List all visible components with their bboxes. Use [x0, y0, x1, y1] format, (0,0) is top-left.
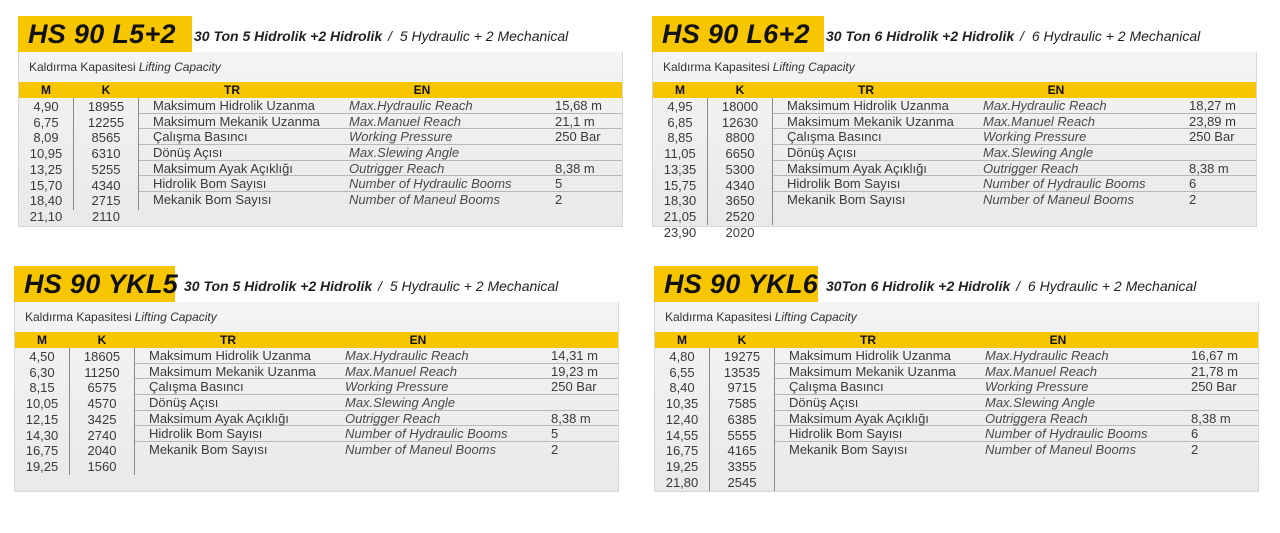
distance-value: 4,80: [669, 349, 695, 364]
distance-value: 14,55: [665, 427, 699, 443]
distance-value: 16,75: [665, 443, 699, 459]
spec-label-tr: Maksimum Ayak Açıklığı: [153, 160, 293, 176]
spec-value: 5: [555, 176, 563, 192]
spec-label-en: Max.Hydraulic Reach: [345, 348, 469, 363]
distance-value: 4,90: [33, 99, 59, 114]
distance-column: [15, 348, 70, 475]
spec-label-en: Outrigger Reach: [349, 160, 445, 176]
spec-label-en: Max.Slewing Angle: [349, 145, 460, 161]
header-k: K: [737, 333, 747, 347]
capacity-value: 2715: [91, 193, 121, 209]
spec-label-en: Number of Maneul Booms: [345, 442, 497, 458]
lifting-capacity-caption: [19, 52, 622, 82]
header-en: EN: [409, 333, 427, 347]
distance-value: 12,40: [665, 411, 699, 427]
spec-panel: [18, 52, 623, 227]
spec-row: [139, 176, 622, 192]
distance-value: 12,15: [25, 411, 59, 427]
spec-label-en: Max.Slewing Angle: [985, 395, 1096, 411]
spec-row: [135, 379, 618, 395]
spec-value: 18,27 m: [1189, 98, 1236, 113]
capacity-column: [710, 348, 775, 491]
spec-row: [775, 426, 1258, 442]
table-body: [19, 98, 622, 224]
spec-value: 8,38 m: [555, 160, 595, 176]
spec-row: [775, 364, 1258, 380]
distance-value: 13,35: [663, 161, 697, 177]
spec-list: [773, 98, 1256, 225]
spec-label-en: Max.Manuel Reach: [985, 363, 1097, 379]
caption-tr: Kaldırma Kapasitesi: [663, 60, 770, 74]
spec-panel: [654, 302, 1259, 492]
distance-value: 11,05: [664, 146, 696, 162]
spec-label-en: Number of Hydraulic Booms: [345, 426, 508, 442]
distance-value: 15,70: [29, 177, 63, 193]
spec-label-tr: Maksimum Hidrolik Uzanma: [787, 98, 949, 113]
distance-value: 6,55: [669, 364, 695, 380]
header-tr: TR: [858, 83, 874, 97]
capacity-value: 8565: [91, 130, 121, 146]
table-body: [15, 348, 618, 475]
capacity-value: 18955: [87, 99, 125, 114]
caption-en: Lifting Capacity: [134, 310, 217, 324]
distance-value: 19,25: [25, 458, 59, 474]
subtitle-tr: 30 Ton 6 Hidrolik +2 Hidrolik: [826, 28, 1015, 44]
spec-row: [775, 348, 1258, 364]
spec-row: [773, 98, 1256, 114]
header-m: M: [37, 333, 47, 347]
crane-spec-block: [18, 16, 623, 227]
spec-label-tr: Maksimum Hidrolik Uzanma: [789, 348, 951, 363]
spec-label-en: Max.Hydraulic Reach: [985, 348, 1109, 363]
spec-row: [773, 129, 1256, 145]
spec-row: [773, 114, 1256, 130]
spec-value: 16,67 m: [1191, 348, 1238, 363]
subtitle-en: 6 Hydraulic + 2 Mechanical: [1027, 278, 1197, 294]
capacity-value: 11250: [84, 364, 120, 380]
spec-label-tr: Mekanik Bom Sayısı: [149, 442, 268, 458]
model-subtitle: [826, 28, 1200, 44]
capacity-column: [74, 98, 139, 224]
header-k: K: [101, 83, 111, 97]
capacity-value: 8800: [725, 130, 755, 146]
lifting-capacity-caption: [653, 52, 1256, 82]
capacity-column: [708, 98, 773, 240]
distance-value: 6,30: [29, 364, 55, 380]
spec-value: 250 Bar: [551, 379, 597, 395]
title-row: [14, 266, 619, 302]
spec-value: 2: [555, 192, 563, 208]
capacity-value: 2110: [92, 208, 120, 224]
capacity-value: 2020: [725, 224, 755, 240]
capacity-value: 5555: [727, 427, 757, 443]
header-en: EN: [413, 83, 431, 97]
spec-label-tr: Çalışma Basıncı: [149, 379, 244, 395]
spec-label-en: Number of Hydraulic Booms: [983, 176, 1146, 192]
spec-label-en: Number of Maneul Booms: [983, 192, 1135, 208]
spec-row: [135, 395, 618, 411]
distance-column: [653, 98, 708, 240]
spec-value: 23,89 m: [1189, 113, 1236, 129]
capacity-value: 3355: [727, 458, 757, 474]
capacity-value: 6385: [727, 411, 757, 427]
distance-value: 8,09: [33, 130, 59, 146]
caption-tr: Kaldırma Kapasitesi: [665, 310, 772, 324]
spec-value: 6: [1191, 426, 1199, 442]
distance-value: 8,15: [29, 380, 55, 396]
capacity-value: 19275: [723, 349, 761, 364]
distance-value: 19,25: [665, 458, 699, 474]
spec-value: 8,38 m: [1191, 410, 1231, 426]
capacity-value: 18605: [83, 349, 121, 364]
spec-label-en: Outriggera Reach: [985, 410, 1088, 426]
spec-row: [139, 114, 622, 130]
spec-label-tr: Hidrolik Bom Sayısı: [149, 426, 263, 442]
spec-value: 2: [1189, 192, 1197, 208]
table-body: [655, 348, 1258, 491]
spec-label-en: Number of Maneul Booms: [349, 192, 501, 208]
spec-label-en: Max.Hydraulic Reach: [349, 98, 473, 113]
spec-label-en: Max.Hydraulic Reach: [983, 98, 1107, 113]
subtitle-en: 5 Hydraulic + 2 Mechanical: [399, 28, 569, 44]
header-tr: TR: [224, 83, 240, 97]
spec-label-tr: Hidrolik Bom Sayısı: [787, 176, 901, 192]
distance-value: 10,05: [25, 396, 59, 412]
spec-label-tr: Maksimum Mekanik Uzanma: [149, 363, 316, 379]
capacity-value: 4340: [725, 177, 755, 193]
title-row: [652, 16, 1257, 52]
capacity-value: 9715: [727, 380, 757, 396]
spec-label-en: Max.Manuel Reach: [349, 113, 461, 129]
spec-label-tr: Maksimum Mekanik Uzanma: [789, 363, 956, 379]
spec-row: [135, 364, 618, 380]
capacity-value: 7585: [727, 396, 757, 412]
distance-column: [655, 348, 710, 491]
distance-value: 16,75: [25, 443, 59, 459]
spec-label-tr: Dönüş Açısı: [153, 145, 223, 161]
spec-row: [775, 411, 1258, 427]
spec-label-tr: Dönüş Açısı: [789, 395, 859, 411]
spec-row: [139, 98, 622, 114]
spec-label-en: Number of Maneul Booms: [985, 442, 1137, 458]
spec-label-en: Working Pressure: [345, 379, 449, 395]
header-en: EN: [1047, 83, 1065, 97]
subtitle-separator: /: [1016, 278, 1021, 294]
header-k: K: [97, 333, 107, 347]
table-header: [653, 82, 1256, 98]
spec-label-tr: Maksimum Hidrolik Uzanma: [149, 348, 311, 363]
model-subtitle: [194, 28, 568, 44]
header-tr: TR: [860, 333, 876, 347]
spec-row: [775, 379, 1258, 395]
lifting-capacity-caption: [655, 302, 1258, 332]
distance-value: 21,05: [663, 208, 697, 224]
caption-en: Lifting Capacity: [138, 60, 221, 74]
model-subtitle: [826, 278, 1196, 294]
spec-label-en: Working Pressure: [985, 379, 1089, 395]
spec-label-tr: Hidrolik Bom Sayısı: [153, 176, 267, 192]
distance-value: 23,90: [663, 224, 697, 240]
header-en: EN: [1049, 333, 1067, 347]
spec-label-tr: Maksimum Ayak Açıklığı: [787, 160, 927, 176]
subtitle-tr: 30 Ton 5 Hidrolik +2 Hidrolik: [184, 278, 373, 294]
distance-column: [19, 98, 74, 224]
distance-value: 6,85: [667, 114, 693, 130]
subtitle-en: 6 Hydraulic + 2 Mechanical: [1031, 28, 1201, 44]
subtitle-separator: /: [1020, 28, 1024, 44]
capacity-value: 5255: [91, 161, 121, 177]
spec-row: [139, 145, 622, 161]
subtitle-separator: /: [388, 28, 392, 44]
spec-row: [135, 411, 618, 427]
spec-row: [775, 442, 1258, 458]
distance-value: 18,40: [29, 193, 63, 209]
spec-value: 19,23 m: [551, 363, 598, 379]
spec-row: [773, 176, 1256, 192]
model-subtitle: [184, 278, 558, 294]
distance-value: 8,85: [667, 130, 693, 146]
header-k: K: [735, 83, 745, 97]
distance-value: 6,75: [33, 114, 59, 130]
spec-row: [139, 192, 622, 208]
spec-row: [135, 442, 618, 458]
capacity-value: 3650: [725, 193, 755, 209]
subtitle-en: 5 Hydraulic + 2 Mechanical: [389, 278, 559, 294]
spec-list: [139, 98, 622, 210]
distance-value: 18,30: [663, 193, 697, 209]
distance-value: 10,95: [29, 146, 63, 162]
capacity-value: 12630: [721, 114, 759, 130]
spec-label-tr: Maksimum Ayak Açıklığı: [789, 410, 929, 426]
spec-label-en: Max.Manuel Reach: [345, 363, 457, 379]
spec-list: [135, 348, 618, 475]
table-body: [653, 98, 1256, 240]
spec-label-en: Working Pressure: [983, 129, 1087, 145]
table-header: [15, 332, 618, 348]
spec-value: 6: [1189, 176, 1197, 192]
spec-label-en: Outrigger Reach: [983, 160, 1079, 176]
capacity-value: 6650: [725, 146, 755, 162]
spec-row: [775, 395, 1258, 411]
spec-label-tr: Mekanik Bom Sayısı: [153, 192, 272, 208]
spec-label-tr: Hidrolik Bom Sayısı: [789, 426, 903, 442]
spec-value: [1189, 145, 1256, 160]
spec-value: 15,68 m: [555, 98, 602, 113]
model-name: HS 90 YKL5: [14, 266, 175, 302]
model-name: HS 90 L6+2: [652, 16, 824, 52]
spec-label-tr: Çalışma Basıncı: [787, 129, 882, 145]
capacity-value: 12255: [87, 114, 125, 130]
spec-label-en: Max.Manuel Reach: [983, 113, 1095, 129]
lifting-capacity-caption: [15, 302, 618, 332]
spec-value: 8,38 m: [551, 410, 591, 426]
spec-label-en: Outrigger Reach: [345, 410, 441, 426]
capacity-value: 4165: [727, 443, 757, 459]
crane-spec-block: [14, 266, 619, 492]
spec-list: [775, 348, 1258, 491]
title-row: [18, 16, 623, 52]
capacity-value: 3425: [87, 411, 117, 427]
spec-label-en: Max.Slewing Angle: [983, 145, 1094, 161]
header-tr: TR: [220, 333, 236, 347]
spec-value: 5: [551, 426, 559, 442]
spec-row: [139, 161, 622, 177]
capacity-value: 2740: [87, 427, 117, 443]
spec-label-tr: Çalışma Basıncı: [789, 379, 884, 395]
header-m: M: [41, 83, 51, 97]
distance-value: 10,35: [665, 396, 699, 412]
spec-row: [773, 192, 1256, 208]
capacity-column: [70, 348, 135, 475]
spec-value: [555, 145, 622, 160]
distance-value: 4,50: [29, 349, 55, 364]
spec-value: 250 Bar: [1191, 379, 1237, 395]
spec-label-tr: Maksimum Hidrolik Uzanma: [153, 98, 315, 113]
spec-value: 250 Bar: [555, 129, 601, 145]
table-header: [19, 82, 622, 98]
spec-row: [773, 145, 1256, 161]
crane-spec-block: [654, 266, 1259, 492]
spec-label-tr: Maksimum Mekanik Uzanma: [153, 113, 320, 129]
spec-label-tr: Maksimum Mekanik Uzanma: [787, 113, 954, 129]
spec-label-tr: Dönüş Açısı: [787, 145, 857, 161]
distance-value: 13,25: [29, 161, 63, 177]
title-row: [654, 266, 1259, 302]
caption-tr: Kaldırma Kapasitesi: [29, 60, 136, 74]
capacity-value: 18000: [721, 99, 759, 114]
caption-en: Lifting Capacity: [772, 60, 855, 74]
crane-spec-block: [652, 16, 1257, 240]
header-m: M: [677, 333, 687, 347]
table-header: [655, 332, 1258, 348]
caption-tr: Kaldırma Kapasitesi: [25, 310, 132, 324]
spec-value: 21,78 m: [1191, 363, 1238, 379]
capacity-value: 1560: [87, 458, 117, 474]
spec-label-tr: Maksimum Ayak Açıklığı: [149, 410, 289, 426]
model-name: HS 90 L5+2: [18, 16, 192, 52]
spec-label-en: Max.Slewing Angle: [345, 395, 456, 411]
capacity-value: 5300: [725, 161, 755, 177]
distance-value: 15,75: [663, 177, 697, 193]
model-name: HS 90 YKL6: [654, 266, 818, 302]
capacity-value: 2520: [725, 208, 755, 224]
spec-label-tr: Mekanik Bom Sayısı: [787, 192, 906, 208]
capacity-value: 2040: [87, 443, 117, 459]
subtitle-tr: 30 Ton 5 Hidrolik +2 Hidrolik: [194, 28, 383, 44]
spec-row: [773, 161, 1256, 177]
subtitle-tr: 30Ton 6 Hidrolik +2 Hidrolik: [826, 278, 1011, 294]
spec-row: [139, 129, 622, 145]
distance-value: 14,30: [25, 427, 59, 443]
capacity-value: 2545: [727, 474, 757, 490]
distance-value: 4,95: [667, 99, 693, 114]
spec-label-tr: Mekanik Bom Sayısı: [789, 442, 908, 458]
spec-value: [1191, 395, 1258, 410]
spec-panel: [652, 52, 1257, 240]
caption-en: Lifting Capacity: [774, 310, 857, 324]
spec-label-tr: Çalışma Basıncı: [153, 129, 248, 145]
spec-label-en: Working Pressure: [349, 129, 453, 145]
subtitle-separator: /: [378, 278, 382, 294]
distance-value: 21,10: [29, 208, 63, 224]
capacity-value: 6575: [87, 380, 117, 396]
spec-value: 250 Bar: [1189, 129, 1235, 145]
spec-panel: [14, 302, 619, 492]
capacity-value: 6310: [91, 146, 121, 162]
spec-value: 14,31 m: [551, 348, 598, 363]
capacity-value: 4340: [91, 177, 121, 193]
spec-label-en: Number of Hydraulic Booms: [985, 426, 1148, 442]
spec-label-en: Number of Hydraulic Booms: [349, 176, 512, 192]
capacity-value: 13535: [723, 364, 761, 380]
distance-value: 8,40: [669, 380, 695, 396]
spec-value: 2: [1191, 442, 1199, 458]
spec-value: [551, 395, 618, 410]
spec-row: [135, 426, 618, 442]
spec-label-tr: Dönüş Açısı: [149, 395, 219, 411]
spec-value: 21,1 m: [555, 113, 595, 129]
distance-value: 21,80: [665, 474, 699, 490]
spec-value: 8,38 m: [1189, 160, 1229, 176]
header-m: M: [675, 83, 685, 97]
capacity-value: 4570: [87, 396, 117, 412]
spec-row: [135, 348, 618, 364]
spec-value: 2: [551, 442, 559, 458]
